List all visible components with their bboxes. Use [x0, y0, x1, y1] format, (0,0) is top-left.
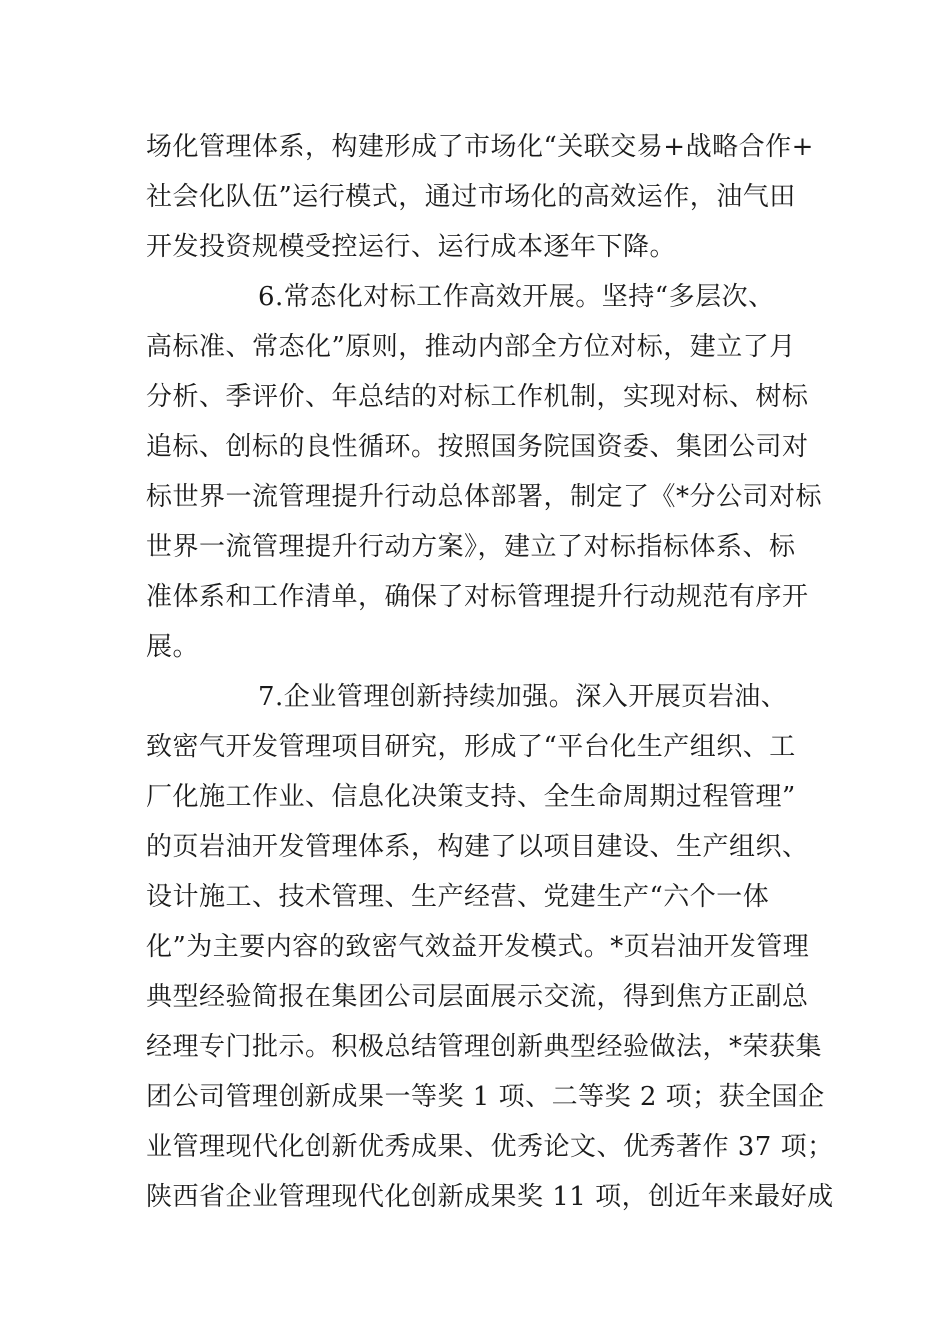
text-line-5: 高标准、常态化”原则，推动内部全方位对标，建立了月 — [146, 332, 796, 362]
text-line-13: 致密气开发管理项目研究，形成了“平台化生产组织、工 — [146, 732, 796, 762]
text-line-19: 经理专门批示。积极总结管理创新典型经验做法，*荣获集 — [146, 1032, 823, 1062]
text-line-1: 场化管理体系，构建形成了市场化“关联交易+战略合作+ — [146, 132, 814, 162]
section-7-heading-line: 7.企业管理创新持续加强。深入开展页岩油、 — [258, 682, 788, 712]
text-line-3: 开发投资规模受控运行、运行成本逐年下降。 — [146, 232, 677, 262]
text-line-7: 追标、创标的良性循环。按照国务院国资委、集团公司对 — [146, 432, 809, 462]
text-line-21: 业管理现代化创新优秀成果、优秀论文、优秀著作 37 项； — [146, 1132, 834, 1162]
text-line-22: 陕西省企业管理现代化创新成果奖 11 项，创近年来最好成 — [146, 1182, 834, 1212]
text-line-11: 展。 — [146, 632, 200, 662]
text-line-6: 分析、季评价、年总结的对标工作机制，实现对标、树标 — [146, 382, 809, 412]
section-6-heading-line: 6.常态化对标工作高效开展。坚持“多层次、 — [258, 282, 775, 312]
text-line-15: 的页岩油开发管理体系，构建了以项目建设、生产组织、 — [146, 832, 809, 862]
text-line-14: 厂化施工作业、信息化决策支持、全生命周期过程管理” — [146, 782, 796, 812]
text-line-9: 世界一流管理提升行动方案》，建立了对标指标体系、标 — [146, 532, 796, 562]
text-line-16: 设计施工、技术管理、生产经营、党建生产“六个一体 — [146, 882, 770, 912]
text-line-8: 标世界一流管理提升行动总体部署，制定了《*分公司对标 — [146, 482, 823, 512]
text-line-18: 典型经验简报在集团公司层面展示交流，得到焦方正副总 — [146, 982, 809, 1012]
text-line-17: 化”为主要内容的致密气效益开发模式。*页岩油开发管理 — [146, 932, 810, 962]
text-line-2: 社会化队伍”运行模式，通过市场化的高效运作，油气田 — [146, 182, 796, 212]
text-line-10: 准体系和工作清单，确保了对标管理提升行动规范有序开 — [146, 582, 809, 612]
text-line-20: 团公司管理创新成果一等奖 1 项、二等奖 2 项；获全国企 — [146, 1082, 825, 1112]
